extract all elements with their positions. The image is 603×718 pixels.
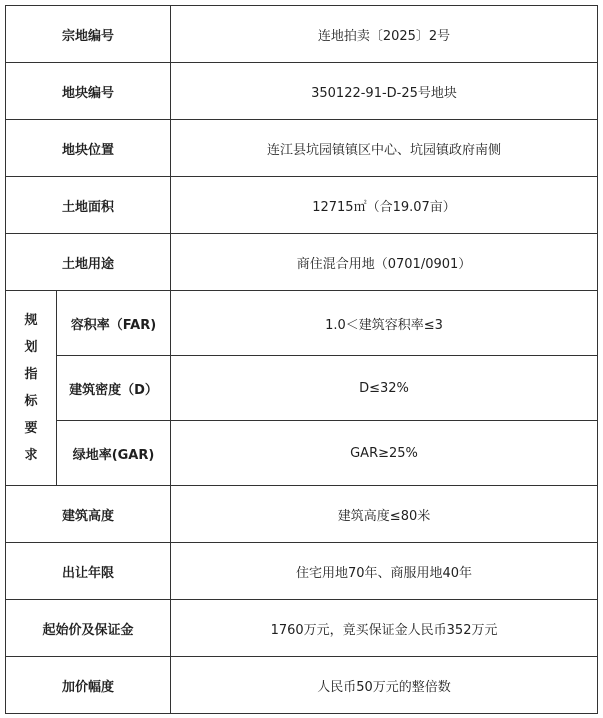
table-row-far [6,291,598,356]
table-row-bid-increment [6,657,598,714]
planning-label-char: 要 [24,421,38,436]
planning-label-char: 标 [24,394,38,409]
row-value-land-area: 12715㎡（合19.07亩） [171,177,598,234]
table-row-parcel-code [6,6,598,63]
planning-label-char: 划 [24,340,38,355]
planning-label-char: 规 [24,313,38,328]
table-row-starting-price [6,600,598,657]
row-label-building-height: 建筑高度 [6,486,171,543]
row-label-starting-price: 起始价及保证金 [6,600,171,657]
row-label-parcel-code: 宗地编号 [6,6,171,63]
row-value-starting-price: 1760万元，竟买保证金人民币352万元 [171,600,598,657]
table-row-transfer-term [6,543,598,600]
table-row-land-use [6,234,598,291]
row-label-location: 地块位置 [6,120,171,177]
row-label-green-ratio: 绿地率(GAR) [57,421,171,486]
row-value-green-ratio: GAR≥25% [171,421,598,486]
row-value-land-use: 商住混合用地（0701/0901） [171,234,598,291]
row-label-land-area: 土地面积 [6,177,171,234]
row-label-plot-number: 地块编号 [6,63,171,120]
table-row-building-height [6,486,598,543]
table-row-building-density [6,356,598,421]
row-value-building-height: 建筑高度≤80米 [171,486,598,543]
table-row-location [6,120,598,177]
row-label-bid-increment: 加价幅度 [6,657,171,714]
planning-label-char: 指 [24,367,38,382]
table-row-land-area [6,177,598,234]
row-value-plot-number: 350122-91-D-25号地块 [171,63,598,120]
row-label-building-density: 建筑密度（D） [57,356,171,421]
row-value-far: 1.0＜建筑容积率≤3 [171,291,598,356]
row-value-bid-increment: 人民币50万元的整倍数 [171,657,598,714]
table-row-plot-number [6,63,598,120]
planning-requirements-label [6,291,57,486]
land-auction-table [5,5,598,714]
row-label-far: 容积率（FAR) [57,291,171,356]
row-value-building-density: D≤32% [171,356,598,421]
planning-label-char: 求 [24,448,38,463]
row-value-location: 连江县坑园镇镇区中心、坑园镇政府南侧 [171,120,598,177]
row-label-land-use: 土地用途 [6,234,171,291]
row-value-transfer-term: 住宅用地70年、商服用地40年 [171,543,598,600]
row-value-parcel-code: 连地拍卖〔2025〕2号 [171,6,598,63]
row-label-transfer-term: 出让年限 [6,543,171,600]
table-row-green-ratio [6,421,598,486]
